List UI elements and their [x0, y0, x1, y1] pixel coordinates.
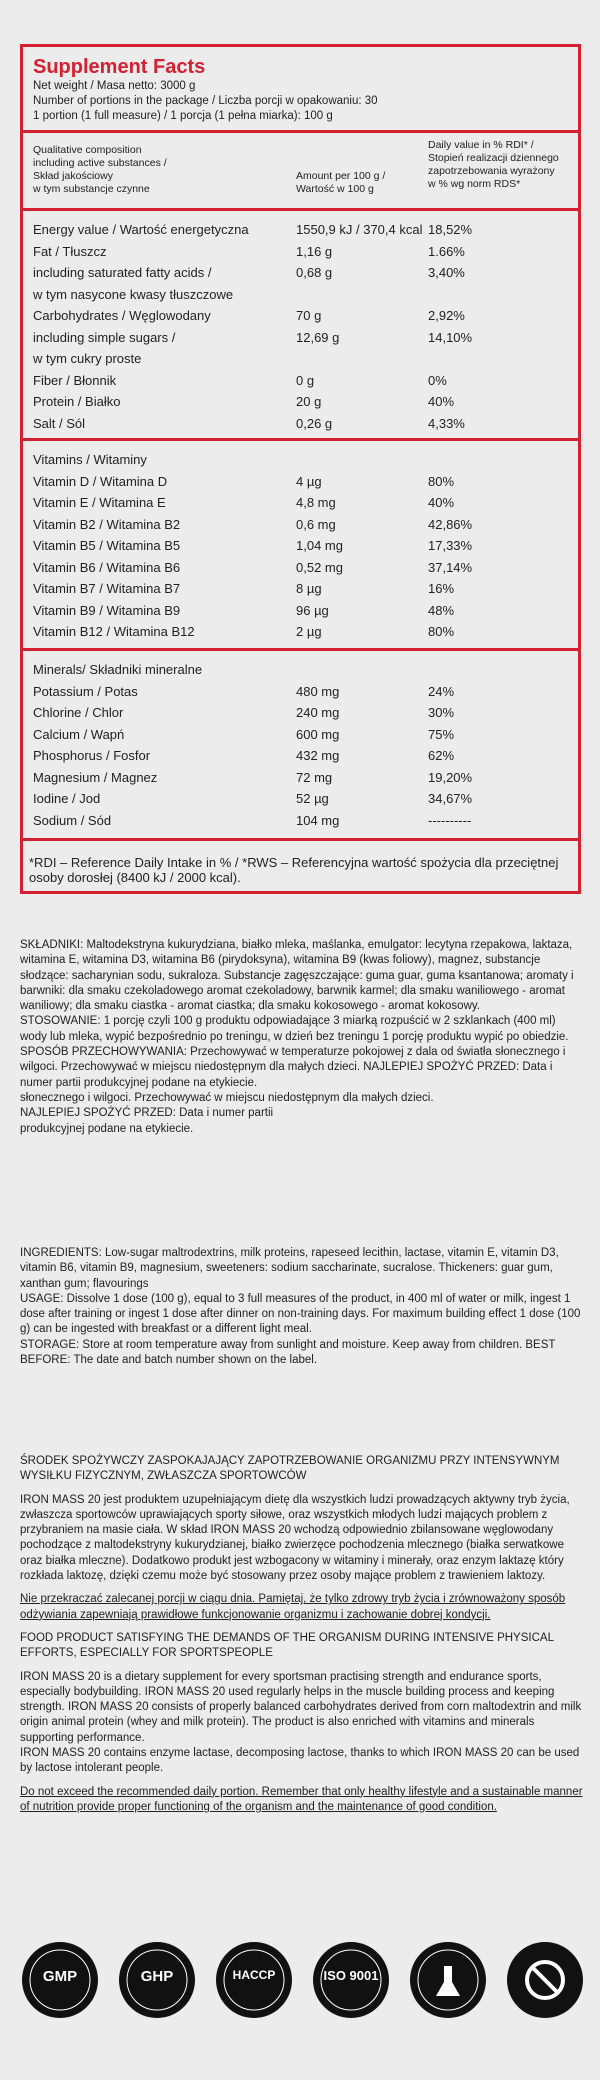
- nutrient-row: [23, 370, 578, 392]
- nutrient-name: Vitamin D / Witamina D: [33, 473, 168, 489]
- nutrient-name: including simple sugars /: [33, 329, 176, 345]
- nutrient-daily-value: 0%: [428, 372, 447, 388]
- nutrient-name: Phosphorus / Fosfor: [33, 748, 151, 763]
- nutrient-amount: 2 µg: [296, 624, 322, 639]
- english-label-text: [20, 1246, 585, 1368]
- nutrient-row: [23, 681, 578, 703]
- footnote: *RDI – Reference Daily Intake in % / *RWS – Referencyjna wartość spożycia dla przeciętnej osoby dorosłej (8400 kJ / 2000 kcal).: [29, 855, 559, 885]
- certification-badges: [20, 1940, 585, 2050]
- nutrient-amount: 4 µg: [296, 473, 322, 489]
- nutrient-row: [23, 788, 578, 810]
- nutrient-row: [23, 449, 578, 471]
- nutrient-amount: 72 mg: [296, 769, 333, 785]
- nutrient-amount: 1,16 g: [296, 243, 333, 259]
- column-amount-header: Amount per 100 g / Wartość w 100 g: [296, 170, 386, 195]
- nutrient-daily-value: 3,40%: [428, 265, 465, 280]
- nutrient-row: [23, 391, 578, 413]
- english-ingredients: INGREDIENTS: Low-sugar maltrodextrins, milk proteins, rapeseed lecithin, lactase, vitamin E, vitamin D3, vitamin B6, vitamin B9, magnesium, sweeteners: sodium saccharinate, sucralose. Thickeners: guar gum, xanthan gum; flavourings: [20, 1247, 559, 1290]
- en-warning: Do not exceed the recommended daily portion. Remember that only healthy lifestyle and a sustainable manner of nutrition provide proper functioning of the organism and the maintenance of good condition.: [20, 1785, 583, 1813]
- nutrient-row: [23, 284, 578, 306]
- nutrient-row: [23, 535, 578, 557]
- en-body-2: IRON MASS 20 contains enzyme lactase, decomposing lactose, thanks to which IRON MASS 20 can be used by lactose intolerant people.: [20, 1747, 580, 1775]
- nutrient-daily-value: 80%: [428, 624, 455, 639]
- nutrient-name: w tym nasycone kwasy tłuszczowe: [33, 286, 234, 302]
- polish-ingredients: SKŁADNIKI: Maltodekstryna kukurydziana, białko mleka, maślanka, emulgator: lecytyna rzepakowa, laktaza, witamina E, witamina D3, witamina B6 (pirydoksyna), witamina B9 (kwas foliowy), magnez, substancje słodzące: sacharynian sodu, sukraloza. Substancje zagęszczające: guma guar, guma ksantanowa; aromaty i barwniki: dla smaku czekoladowego aromat czekoladowy, barwnik karmel; dla smaku waniliowego - aromat waniliowy; dla smaku ciastka - aromat ciastka; dla smaku kokosowego - aromat kokosowy.: [20, 939, 574, 1013]
- nutrient-amount: 0,52 mg: [296, 559, 343, 575]
- pl-body: IRON MASS 20 jest produktem uzupełniającym dietę dla wszystkich ludzi prowadzących aktywny tryb życia, zwłaszcza sportowców uprawiających sporty siłowe, oraz wszystkich młodych ludzi mających problem z przybraniem na masie ciała. W skład IRON MASS 20 wchodzą odpowiednio zbilansowane węglowodany pochodzące z maltodekstryny kukurydzianej, białko zwierzęce pochodzenia mlecznego (białka serwatkowe oraz białka mleczne). Dodatkowo produkt jest wzbogacony w witaminy i minerały, oraz enzym laktazę który rozkłada laktozę, dzięki czemu może być stosowany przez osoby mające problem z trawieniem laktozy.: [20, 1493, 570, 1583]
- nutrient-name: Fiber / Błonnik: [33, 372, 117, 388]
- nutrient-amount: 480 mg: [296, 683, 340, 699]
- nutrient-daily-value: 48%: [428, 602, 455, 618]
- nutrient-row: [23, 413, 578, 435]
- polish-best-before: NAJLEPIEJ SPOŻYĆ PRZED: Data i numer partii: [20, 1107, 274, 1120]
- energy-section: [23, 211, 578, 441]
- polish-usage: STOSOWANIE: 1 porcję czyli 100 g produktu odpowiadające 3 miarką rozpuścić w 2 szklankach (400 ml) wody lub mleka, wypić bezpośrednio po treningu, w dzień bez treningu 1 porcję produktu wypić po obiedzie.: [20, 1015, 569, 1043]
- en-body: IRON MASS 20 is a dietary supplement for every sportsman practising strength and endurance sports, especially bodybuilding. IRON MASS 20 used regularly helps in the muscle building process and keeping strength. IRON MASS 20 consists of properly balanced carbohydrates derived from corn maltodextrin and milk origin animal protein (whey and milk protein). The product is also enriched with vitamins and minerals supporting performance.: [20, 1670, 582, 1744]
- nutrient-name: Vitamin B7 / Witamina B7: [33, 581, 181, 596]
- nutrient-row: [23, 810, 578, 832]
- pl-heading: ŚRODEK SPOŻYWCZY ZASPOKAJAJĄCY ZAPOTRZEBOWANIE ORGANIZMU PRZY INTENSYWNYM WYSIŁKU FIZYCZNYM, ZWŁASZCZA SPORTOWCÓW: [20, 1455, 560, 1483]
- nutrient-row: [23, 241, 578, 263]
- nutrient-row: [23, 327, 578, 349]
- nutrient-row: [23, 724, 578, 746]
- nutrient-amount: 0,26 g: [296, 415, 333, 431]
- nutrient-amount: 104 mg: [296, 812, 340, 828]
- english-storage: STORAGE: Store at room temperature away from sunlight and moisture. Keep away from children. BEST BEFORE: The date and batch number shown on the label.: [20, 1338, 556, 1367]
- nutrient-row: [23, 621, 578, 643]
- nutrient-row: [23, 557, 578, 579]
- nutrient-name: including saturated fatty acids /: [33, 265, 212, 280]
- nutrient-amount: 12,69 g: [296, 329, 340, 345]
- nutrient-daily-value: 2,92%: [428, 308, 465, 323]
- nutrient-name: Vitamin B9 / Witamina B9: [33, 602, 181, 618]
- english-usage: USAGE: Dissolve 1 dose (100 g), equal to 3 full measures of the product, in 400 ml of water or milk, ingest 1 dose after training or ingest 1 dose after dinner on non-training days. For maximum building effect 1 dose (100 g) can be ingested with breakfast or a different light meal.: [20, 1292, 581, 1336]
- nutrient-daily-value: ----------: [428, 812, 472, 828]
- nutrient-daily-value: 42,86%: [428, 516, 473, 532]
- nutrient-name: Sodium / Sód: [33, 812, 112, 828]
- nutrient-name: Iodine / Jod: [33, 791, 101, 806]
- nutrient-name: Vitamin B12 / Witamina B12: [33, 624, 195, 639]
- column-daily-value-header: Daily value in % RDI* / Stopień realizacji dziennego zapotrzebowania wyrażony w % wg norm RDS*: [428, 139, 559, 190]
- nutrient-amount: 240 mg: [296, 705, 340, 720]
- nutrient-daily-value: 14,10%: [428, 329, 473, 345]
- iso-badge-icon: ISO 9001: [311, 1940, 391, 2020]
- doping-free-badge-icon: [505, 1940, 585, 2020]
- nutrient-amount: 432 mg: [296, 748, 340, 763]
- vitamins-section: [23, 441, 578, 651]
- nutrient-daily-value: 40%: [428, 495, 455, 510]
- nutrient-daily-value: 62%: [428, 748, 455, 763]
- nutrient-name: Energy value / Wartość energetyczna: [33, 222, 249, 237]
- nutrient-row: [23, 492, 578, 514]
- polish-storage-repeat: słonecznego i wilgoci. Przechowywać w miejscu niedostępnym dla małych dzieci.: [20, 1091, 434, 1104]
- nutrient-row: [23, 348, 578, 370]
- nutrient-daily-value: 19,20%: [428, 769, 473, 785]
- polish-best-before-2: produkcyjnej podane na etykiecie.: [20, 1122, 194, 1135]
- nutrient-name: Calcium / Wapń: [33, 726, 125, 742]
- nutrient-row: [23, 659, 578, 681]
- nutrient-daily-value: 30%: [428, 705, 455, 720]
- ghp-badge-icon: GHP: [117, 1940, 197, 2020]
- pl-warning: Nie przekraczać zalecanej porcji w ciągu dnia. Pamiętaj, że tylko zdrowy tryb życia i zrównoważony sposób odżywiania zapewniają prawidłowe funkcjonowanie organizmu i zachowanie dobrej kondycji.: [20, 1593, 566, 1621]
- net-weight: Net weight / Masa netto: 3000 g: [33, 80, 196, 92]
- haccp-badge-icon: HACCP: [214, 1940, 294, 2020]
- nutrient-amount: 20 g: [296, 394, 322, 409]
- nutrient-amount: 600 mg: [296, 726, 340, 742]
- minerals-section: [23, 651, 578, 841]
- gmp-badge-icon: GMP: [20, 1940, 100, 2020]
- nutrient-name: Magnesium / Magnez: [33, 769, 158, 785]
- facts-header: [23, 47, 578, 133]
- nutrient-daily-value: 4,33%: [428, 415, 465, 431]
- nutrient-daily-value: 75%: [428, 726, 455, 742]
- nutrient-row: [23, 471, 578, 493]
- nutrient-row: [23, 305, 578, 327]
- nutrient-amount: 1550,9 kJ / 370,4 kcal: [296, 222, 423, 237]
- portions-count: Number of portions in the package / Liczba porcji w opakowaniu: 30: [33, 95, 378, 107]
- nutrient-name: Vitamin E / Witamina E: [33, 495, 166, 510]
- nutrient-name: Vitamin B2 / Witamina B2: [33, 516, 181, 532]
- polish-storage: SPOSÓB PRZECHOWYWANIA: Przechowywać w temperaturze pokojowej z dala od światła słonecznego i wilgoci. Przechowywać w miejscu niedostępnym dla małych dzieci. NAJLEPIEJ SPOŻYĆ PRZED: Data i numer partii produkcyjnej podane na etykiecie.: [20, 1046, 566, 1089]
- nutrient-name: Salt / Sól: [33, 415, 86, 431]
- nutrient-name: Carbohydrates / Węglowodany: [33, 308, 211, 323]
- nutrient-name: Fat / Tłuszcz: [33, 243, 107, 259]
- nutrient-amount: 8 µg: [296, 581, 322, 596]
- nutrient-amount: 52 µg: [296, 791, 329, 806]
- nutrient-row: [23, 745, 578, 767]
- nutrient-name: Protein / Białko: [33, 394, 121, 409]
- nutrient-amount: 0,6 mg: [296, 516, 336, 532]
- facts-title: Supplement Facts: [33, 56, 206, 78]
- nutrient-name: Vitamins / Witaminy: [33, 452, 147, 467]
- en-heading: FOOD PRODUCT SATISFYING THE DEMANDS OF THE ORGANISM DURING INTENSIVE PHYSICAL EFFORTS, ESPECIALLY FOR SPORTSPEOPLE: [20, 1631, 554, 1660]
- nutrient-daily-value: 16%: [428, 581, 455, 596]
- nutrient-amount: 96 µg: [296, 602, 329, 618]
- nutrient-row: [23, 262, 578, 284]
- tested-lab-badge-icon: [408, 1940, 488, 2020]
- column-composition-header: Qualitative composition including active substances / Skład jakościowy w tym substancje czynne: [33, 144, 167, 195]
- nutrient-amount: 70 g: [296, 308, 322, 323]
- product-description: [20, 1454, 585, 1815]
- nutrient-name: Minerals/ Składniki mineralne: [33, 662, 203, 677]
- nutrient-daily-value: 34,67%: [428, 791, 473, 806]
- nutrient-daily-value: 1.66%: [428, 243, 465, 259]
- column-headers: [23, 133, 578, 211]
- nutrient-daily-value: 24%: [428, 683, 455, 699]
- nutrient-daily-value: 17,33%: [428, 538, 473, 553]
- nutrient-daily-value: 80%: [428, 473, 455, 489]
- nutrient-amount: 4,8 mg: [296, 495, 336, 510]
- nutrient-row: [23, 702, 578, 724]
- nutrient-amount: 1,04 mg: [296, 538, 343, 553]
- nutrient-name: Vitamin B5 / Witamina B5: [33, 538, 181, 553]
- nutrient-name: w tym cukry proste: [33, 351, 142, 366]
- nutrient-daily-value: 37,14%: [428, 559, 473, 575]
- supplement-facts-panel: [20, 44, 581, 894]
- nutrient-daily-value: 40%: [428, 394, 455, 409]
- nutrient-row: [23, 578, 578, 600]
- nutrient-amount: 0 g: [296, 372, 315, 388]
- portion-size: 1 portion (1 full measure) / 1 porcja (1 pełna miarka): 100 g: [33, 110, 333, 122]
- nutrient-name: Potassium / Potas: [33, 683, 138, 699]
- nutrient-name: Vitamin B6 / Witamina B6: [33, 559, 181, 575]
- polish-label-text: [20, 938, 585, 1137]
- nutrient-amount: 0,68 g: [296, 265, 333, 280]
- nutrient-row: [23, 514, 578, 536]
- nutrient-row: [23, 600, 578, 622]
- nutrient-name: Chlorine / Chlor: [33, 705, 124, 720]
- nutrient-row: [23, 219, 578, 241]
- nutrient-row: [23, 767, 578, 789]
- nutrient-daily-value: 18,52%: [428, 222, 473, 237]
